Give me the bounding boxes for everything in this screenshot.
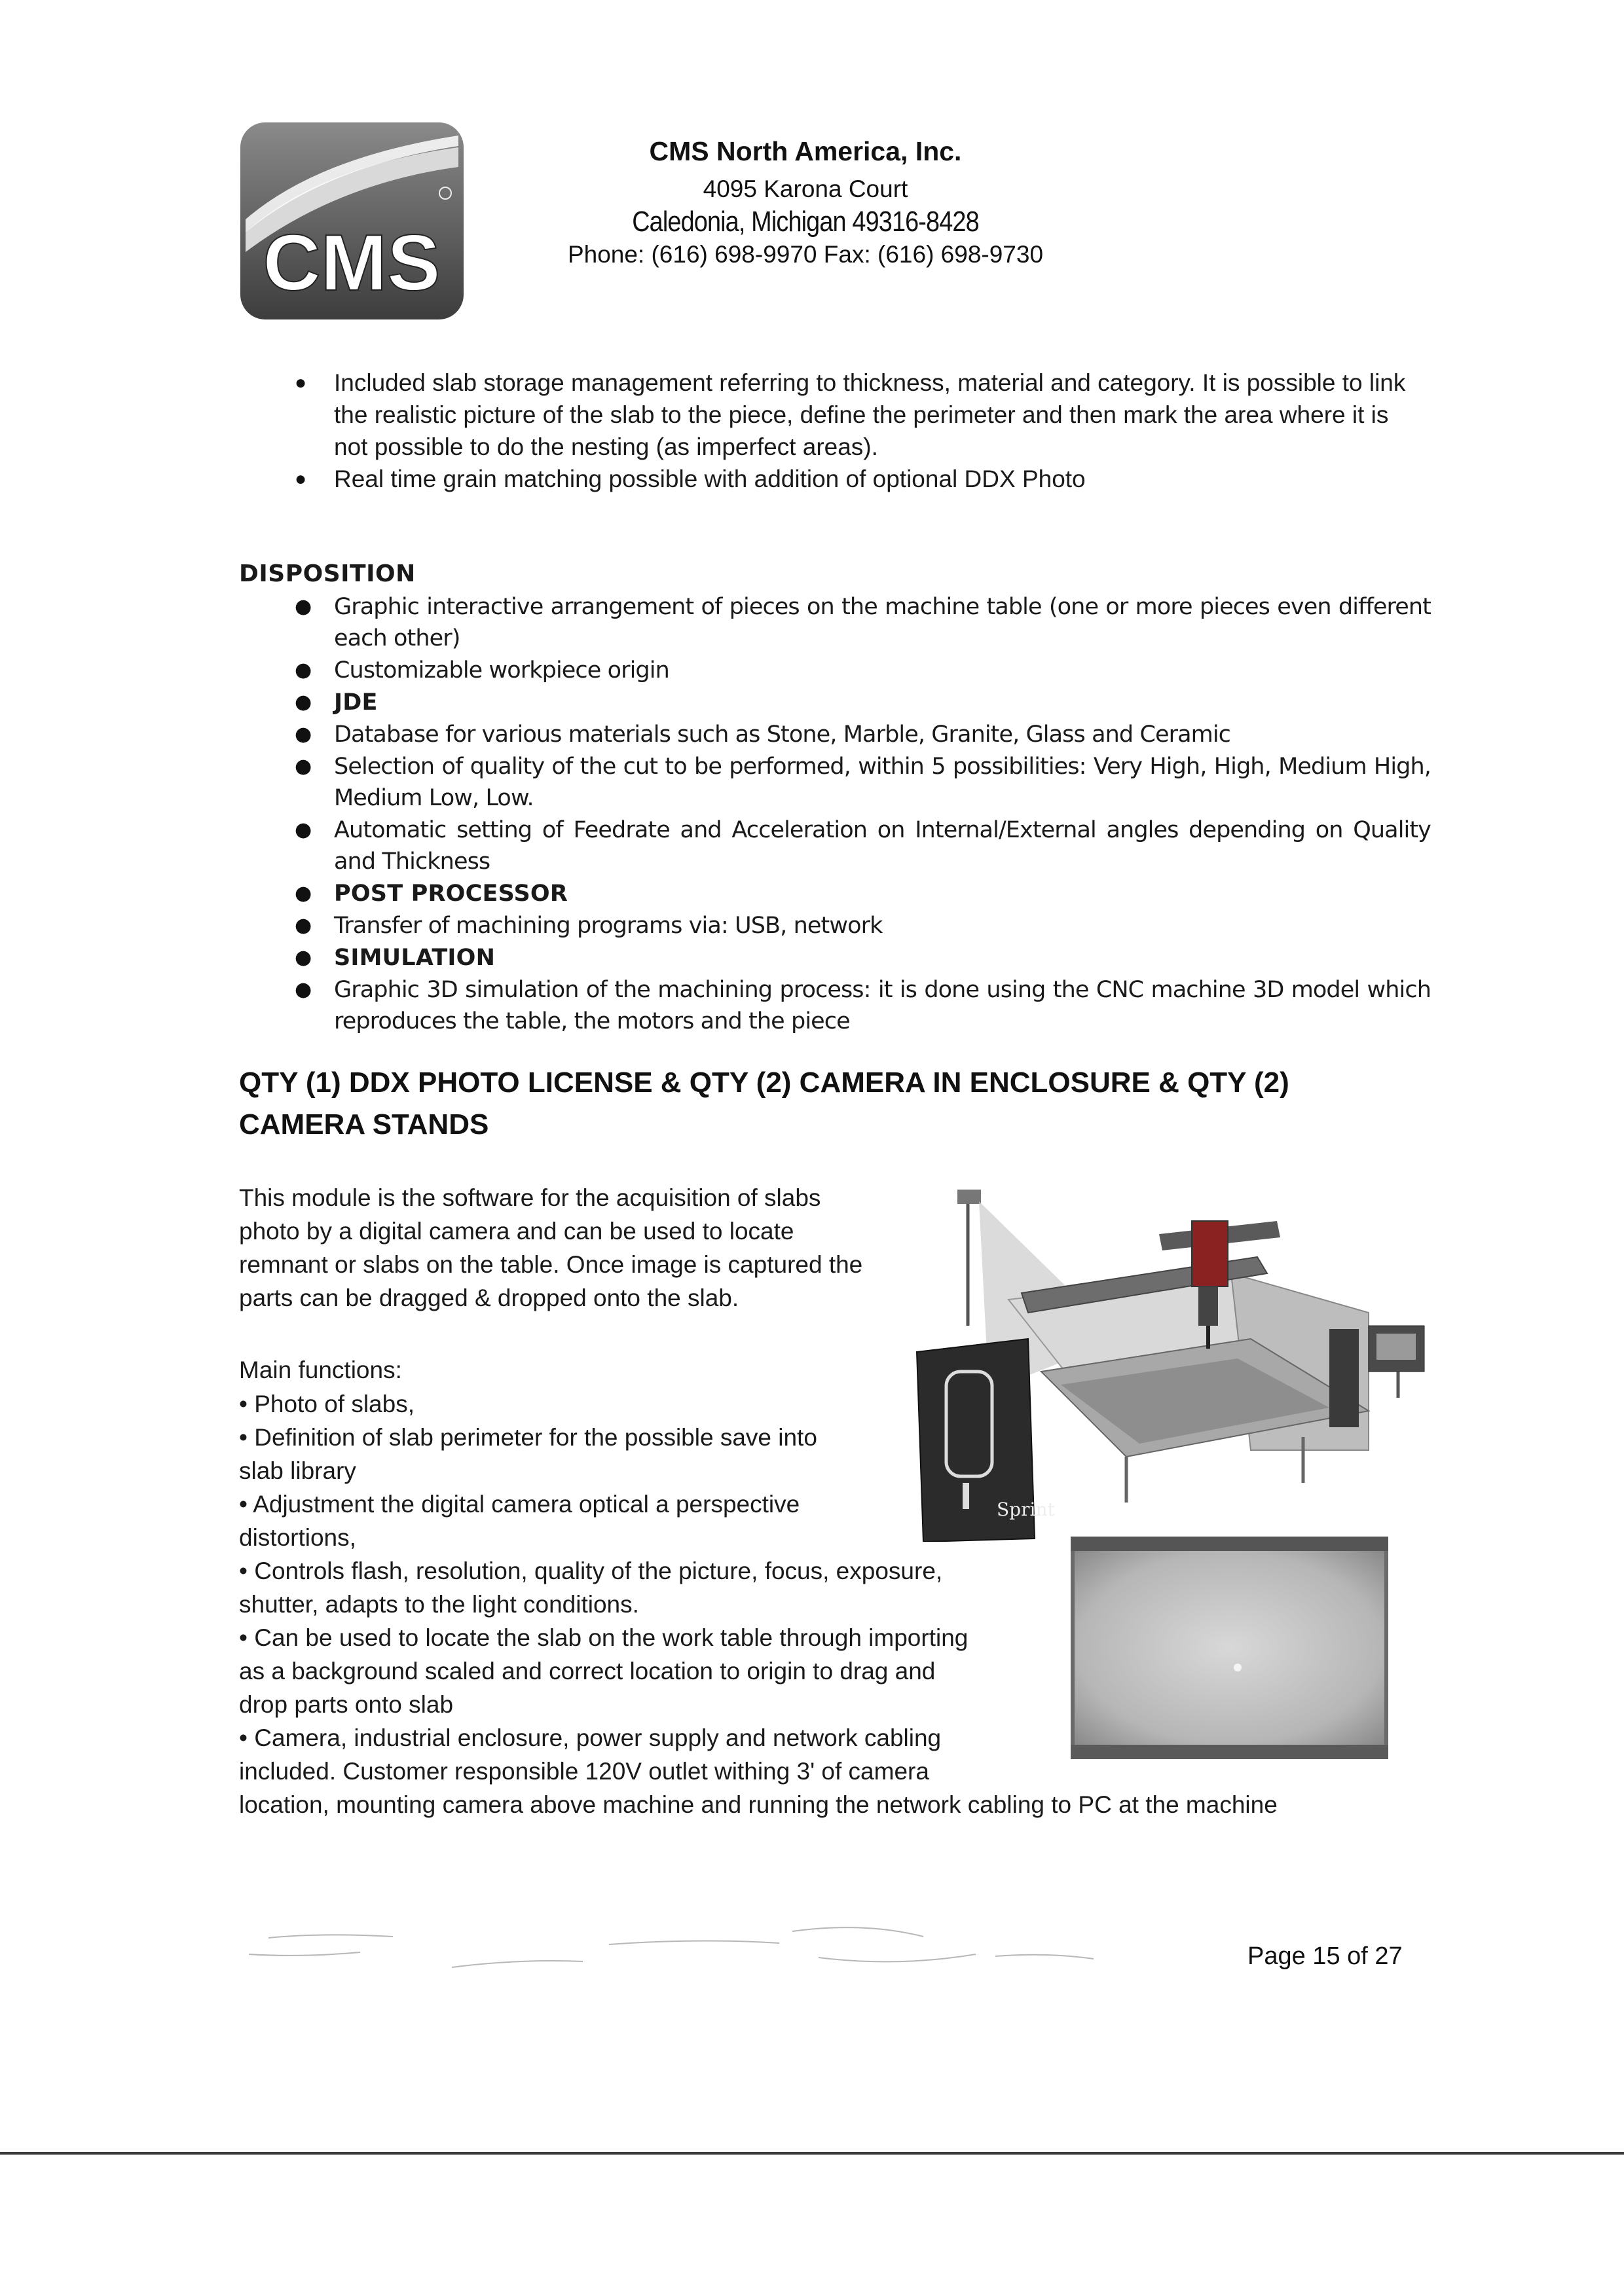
bullet-icon: ● (295, 882, 312, 905)
qty-section-heading (239, 1062, 1411, 1146)
list-item: ● Automatic setting of Feedrate and Acceleration on Internal/External angles depending on Quality and Thickness (334, 814, 1431, 877)
list-item: ● Transfer of machining programs via: USB, network (334, 910, 1431, 941)
bullet-icon: ● (295, 914, 312, 937)
desc-line: remnant or slabs on the table. Once image is captured the (239, 1251, 863, 1278)
function-line: location, mounting camera above machine and running the network cabling to PC at the machine (239, 1791, 1278, 1818)
qty-heading-line-2: CAMERA STANDS (239, 1108, 489, 1140)
company-name: CMS North America, Inc. (649, 136, 962, 166)
machine-brand-label: Sprint (997, 1499, 1055, 1520)
module-description (239, 1181, 913, 1315)
list-item: ● Graphic interactive arrangement of pieces on the machine table (one or more pieces even different each other) (334, 591, 1431, 654)
bullet-icon: ● (295, 659, 312, 682)
function-line: • Controls flash, resolution, quality of the picture, focus, exposure, (239, 1558, 943, 1584)
desc-line: photo by a digital camera and can be used to locate (239, 1218, 794, 1245)
function-line: • Definition of slab perimeter for the possible save into (239, 1424, 817, 1451)
function-line: • Adjustment the digital camera optical a perspective (239, 1491, 800, 1518)
list-item: ● Graphic 3D simulation of the machining process: it is done using the CNC machine 3D model which reproduces the table, the motors and the piece (334, 974, 1431, 1037)
list-item: ● Real time grain matching possible with addition of optional DDX Photo (334, 463, 1421, 495)
company-phone-fax: Phone: (616) 698-9970 Fax: (616) 698-9730 (567, 241, 1044, 268)
bullet-icon: ● (295, 691, 312, 714)
company-street: 4095 Karona Court (703, 175, 908, 202)
list-item: ● JDE (334, 687, 1431, 718)
bullet-icon: ● (295, 818, 312, 841)
function-line: drop parts onto slab (239, 1691, 454, 1718)
list-item: ● SIMULATION (334, 942, 1431, 974)
function-line: • Can be used to locate the slab on the work table through importing (239, 1624, 969, 1651)
function-line: • Photo of slabs, (239, 1391, 415, 1417)
qty-heading-line-1: QTY (1) DDX PHOTO LICENSE & QTY (2) CAMERA IN ENCLOSURE & QTY (2) (239, 1066, 1289, 1099)
disposition-heading: DISPOSITION (239, 560, 416, 587)
list-item: ● POST PROCESSOR (334, 878, 1431, 909)
disposition-bullet-list (295, 591, 1431, 1038)
function-line: • Camera, industrial enclosure, power supply and network cabling (239, 1724, 942, 1751)
bullet-icon: ● (295, 595, 312, 618)
bullet-icon: ● (295, 372, 307, 393)
bullet-icon: ● (295, 978, 312, 1001)
function-line: shutter, adapts to the light conditions. (239, 1591, 639, 1618)
bullet-icon: ● (295, 468, 307, 490)
bullet-icon: ● (295, 946, 312, 969)
bullet-icon: ● (295, 755, 312, 778)
function-line: included. Customer responsible 120V outlet withing 3' of camera (239, 1758, 929, 1785)
list-item: ● Database for various materials such as Stone, Marble, Granite, Glass and Ceramic (334, 719, 1431, 750)
logo-text: CMS (263, 218, 441, 307)
slab-photo-image (1071, 1537, 1388, 1759)
list-item: ● Included slab storage management referring to thickness, material and category. It is possible to link the realistic picture of the slab to the piece, define the perimeter and then mark the area where it is not possible to do the nesting (as imperfect areas). (334, 367, 1421, 463)
company-city: Caledonia, Michigan 49316-8428 (632, 206, 979, 238)
bullet-icon: ● (295, 723, 312, 746)
desc-line: parts can be dragged & dropped onto the slab. (239, 1285, 739, 1311)
function-line: slab library (239, 1457, 356, 1484)
function-line: as a background scaled and correct location to origin to drag and (239, 1658, 936, 1685)
cnc-machine-image (910, 1175, 1434, 1542)
list-item: ● Customizable workpiece origin (334, 655, 1431, 686)
desc-line: This module is the software for the acquisition of slabs (239, 1184, 821, 1211)
main-functions-label: Main functions: (239, 1357, 402, 1383)
footer-signature-scribble (242, 1918, 1120, 1977)
function-line: distortions, (239, 1524, 356, 1551)
bottom-divider (0, 2152, 1624, 2155)
page-number: Page 15 of 27 (1247, 1942, 1403, 1970)
intro-bullet-list (295, 367, 1421, 495)
cms-logo (239, 121, 465, 321)
list-item: ● Selection of quality of the cut to be performed, within 5 possibilities: Very High, High, Medium High, Medium Low, Low. (334, 751, 1431, 814)
